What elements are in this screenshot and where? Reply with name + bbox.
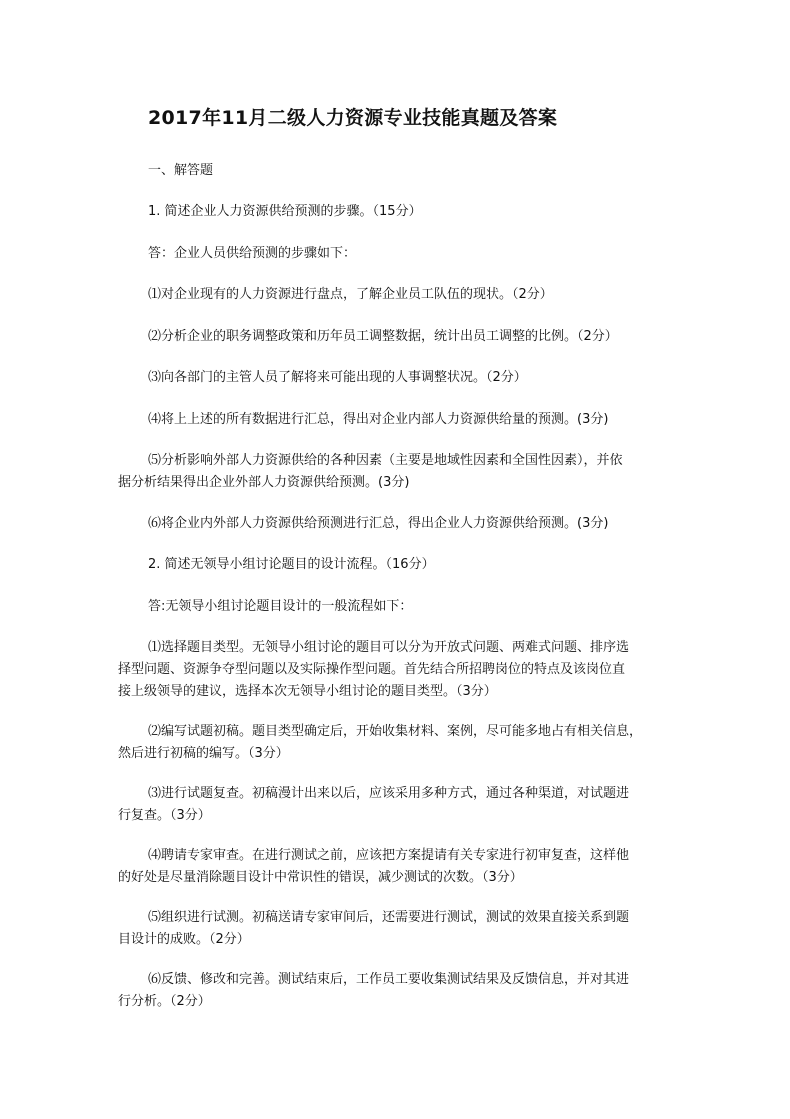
answer-2-step-4 <box>118 845 688 889</box>
answer-1-intro: 答：企业人员供给预测的步骤如下： <box>148 246 357 261</box>
answer-2-step-2-line-2: 然后进行初稿的编写。（3分） <box>118 746 289 761</box>
answer-1-step-3: ⑶向各部门的主管人员了解将来可能出现的人事调整状况。（2分） <box>148 370 527 385</box>
answer-1-step-5-line-1: ⑸分析影响外部人力资源供给的各种因素（主要是地域性因素和全国性因素），并依 <box>148 453 623 468</box>
answer-2-step-1-line-2: 择型问题、资源争夺型问题以及实际操作型问题。首先结合所招聘岗位的特点及该岗位直 <box>118 662 626 677</box>
answer-1-step-2: ⑵分析企业的职务调整政策和历年员工调整数据，统计出员工调整的比例。（2分） <box>148 329 618 344</box>
answer-2-step-6 <box>118 969 688 1013</box>
answer-1-step-5 <box>118 450 688 494</box>
answer-2-step-3 <box>118 783 688 827</box>
answer-2-step-5-line-2: 目设计的成败。（2分） <box>118 932 250 947</box>
answer-2-step-6-line-1: ⑹反馈、修改和完善。测试结束后，工作员工要收集测试结果及反馈信息，并对其进 <box>148 972 630 987</box>
answer-2-step-1-line-3: 接上级领导的建议，选择本次无领导小组讨论的题目类型。（3分） <box>118 684 497 699</box>
document-title: 2017年11月二级人力资源专业技能真题及答案 <box>148 107 558 129</box>
answer-1-step-6: ⑹将企业内外部人力资源供给预测进行汇总，得出企业人力资源供给预测。(3分) <box>148 516 609 531</box>
answer-2-step-2-line-1: ⑵编写试题初稿。题目类型确定后，开始收集材料、案例，尽可能多地占有相关信息， <box>148 724 643 739</box>
answer-2-step-4-line-1: ⑷聘请专家审查。在进行测试之前，应该把方案提请有关专家进行初审复查，这样他 <box>148 848 630 863</box>
question-2: 2. 简述无领导小组讨论题目的设计流程。（16分） <box>148 557 435 572</box>
answer-2-step-6-line-2: 行分析。（2分） <box>118 994 211 1009</box>
section-heading: 一、解答题 <box>148 163 214 178</box>
question-1: 1. 简述企业人力资源供给预测的步骤。（15分） <box>148 204 422 219</box>
answer-2-step-1 <box>118 637 688 703</box>
answer-2-step-3-line-1: ⑶进行试题复查。初稿漫计出来以后，应该采用多种方式，通过各种渠道，对试题进 <box>148 786 630 801</box>
answer-1-step-1: ⑴对企业现有的人力资源进行盘点，了解企业员工队伍的现状。（2分） <box>148 287 553 302</box>
answer-2-step-4-line-2: 的好处是尽量消除题目设计中常识性的错误，减少测试的次数。（3分） <box>118 870 523 885</box>
answer-2-intro: 答:无领导小组讨论题目设计的一般流程如下： <box>148 599 413 614</box>
answer-2-step-2 <box>118 721 688 765</box>
answer-2-step-5-line-1: ⑸组织进行试测。初稿送请专家审间后，还需要进行测试，测试的效果直接关系到题 <box>148 910 630 925</box>
answer-1-step-5-line-2: 据分析结果得出企业外部人力资源供给预测。(3分) <box>118 475 410 490</box>
answer-2-step-3-line-2: 行复查。（3分） <box>118 808 211 823</box>
answer-1-step-4: ⑷将上上述的所有数据进行汇总，得出对企业内部人力资源供给量的预测。(3分) <box>148 412 609 427</box>
answer-2-step-5 <box>118 907 688 951</box>
answer-2-step-1-line-1: ⑴选择题目类型。无领导小组讨论的题目可以分为开放式问题、两难式问题、排序选 <box>148 640 630 655</box>
